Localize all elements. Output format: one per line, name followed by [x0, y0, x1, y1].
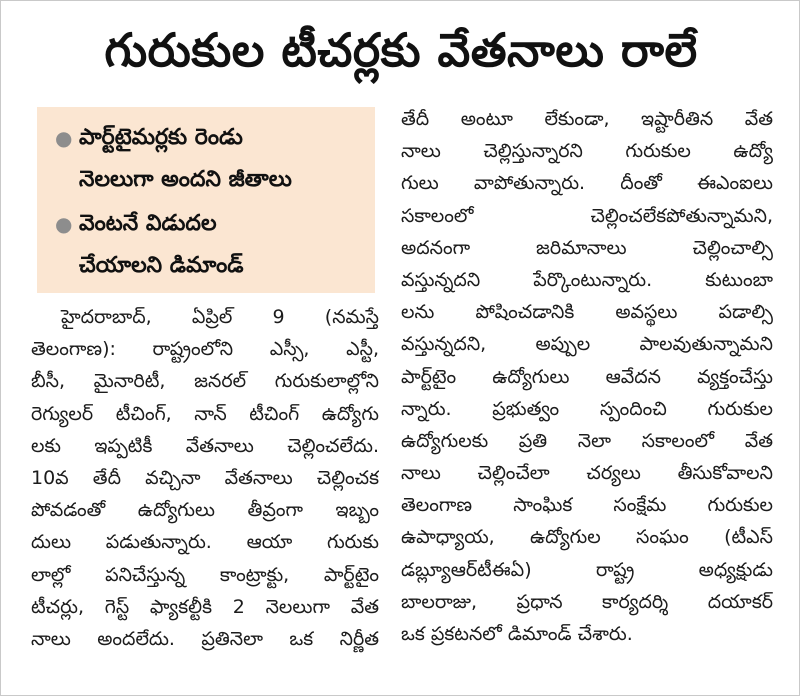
headline: గురుకుల టీచర్లకు వేతనాలు రాలే: [104, 23, 698, 77]
subheading-line: నెలలుగా అందని జీతాలు: [79, 167, 292, 192]
subheading-line: పార్ట్‌టైమర్లకు రెండు: [79, 125, 243, 150]
article-column-right: [401, 103, 773, 650]
article-line: గులు వాపోతున్నారు. దీంతో ఈఎంఐలు: [401, 172, 773, 195]
article-line: సకాలంలో చెల్లించలేకపోతున్నామని,: [401, 204, 773, 227]
article-line: 10వ తేదీ వచ్చినా వేతనాలు చెల్లించక: [31, 466, 379, 489]
article-line: హైదరాబాద్, ఏప్రిల్ 9 (నమస్తే: [61, 306, 379, 328]
article-line: లను పోషించడానికి అవస్థలు పడాల్సి: [401, 301, 773, 324]
subheading-line: వెంటనే విడుదల: [79, 211, 217, 236]
article-line: బాలరాజు, ప్రధాన కార్యదర్శి దయాకర్: [401, 590, 773, 613]
subheading-box: [37, 107, 375, 293]
article-line: తేదీ అంటూ లేకుండా, ఇష్టారీతిన వేత: [401, 108, 773, 130]
article-line: బీసీ, మైనారిటీ, జనరల్ గురుకులాల్లోని: [31, 370, 379, 393]
article-line: పోవడంతో ఉద్యోగులు తీవ్రంగా ఇబ్బం: [31, 499, 379, 522]
bullet-icon: ●: [55, 212, 73, 236]
article-line: వస్తున్నదని పేర్కొంటున్నారు. కుటుంబా: [401, 268, 773, 291]
subheading-item: [55, 117, 367, 201]
article-line: డబ్ల్యూఆర్‌టీఈఏ) రాష్ట్ర అధ్యక్షుడు: [401, 558, 773, 581]
article-line: వస్తున్నదని, అప్పుల పాలవుతున్నామని: [401, 333, 773, 356]
article-line: నాలు చెల్లించేలా చర్యలు తీసుకోవాలని: [401, 462, 773, 485]
article-line: ఒక ప్రకటనలో డిమాండ్ చేశారు.: [401, 623, 633, 645]
article-line: ఉద్యోగులకు ప్రతి నెలా సకాలంలో వేత: [401, 429, 773, 452]
article-line: తెలంగాణ సాంఘిక సంక్షేమ గురుకుల: [401, 494, 773, 517]
article-line: రెగ్యులర్ టీచింగ్, నాన్ టీచింగ్ ఉద్యోగు: [31, 402, 379, 425]
article-line: లాల్లో పనిచేస్తున్న కాంట్రాక్టు, పార్ట్‌టైం: [31, 563, 379, 586]
article-line: నాలు చెల్లిస్తున్నారని గురుకుల ఉద్యో: [401, 140, 773, 163]
article-line: లకు ఇప్పటికీ వేతనాలు చెల్లించలేదు.: [31, 434, 379, 457]
article-line: తెలంగాణ): రాష్ట్రంలోని ఎస్సీ, ఎస్టీ,: [31, 338, 379, 361]
article-line: దులు పడుతున్నారు. ఆయా గురుకు: [31, 531, 379, 554]
article-line: ఉపాధ్యాయ, ఉద్యోగుల సంఘం (టీఎస్: [401, 526, 773, 549]
article-line: న్నారు. ప్రభుత్వం స్పందించి గురుకుల: [401, 397, 773, 420]
article-line: పార్ట్‌టైం ఉద్యోగులు ఆవేదన వ్యక్తంచేస్తు: [401, 365, 773, 388]
article-line: టీచర్లు, గెస్ట్ ఫ్యాకల్టీకి 2 నెలలుగా వేత: [31, 595, 379, 618]
article-line: నాలు అందలేదు. ప్రతినెలా ఒక నిర్ణీత: [31, 627, 379, 650]
article-column-left: [31, 301, 379, 655]
subheading-item: [55, 203, 367, 287]
bullet-icon: ●: [55, 126, 73, 150]
article-line: అదనంగా జరిమానాలు చెల్లించాల్సి: [401, 236, 773, 259]
subheading-line: చేయాలని డిమాండ్: [79, 253, 244, 278]
